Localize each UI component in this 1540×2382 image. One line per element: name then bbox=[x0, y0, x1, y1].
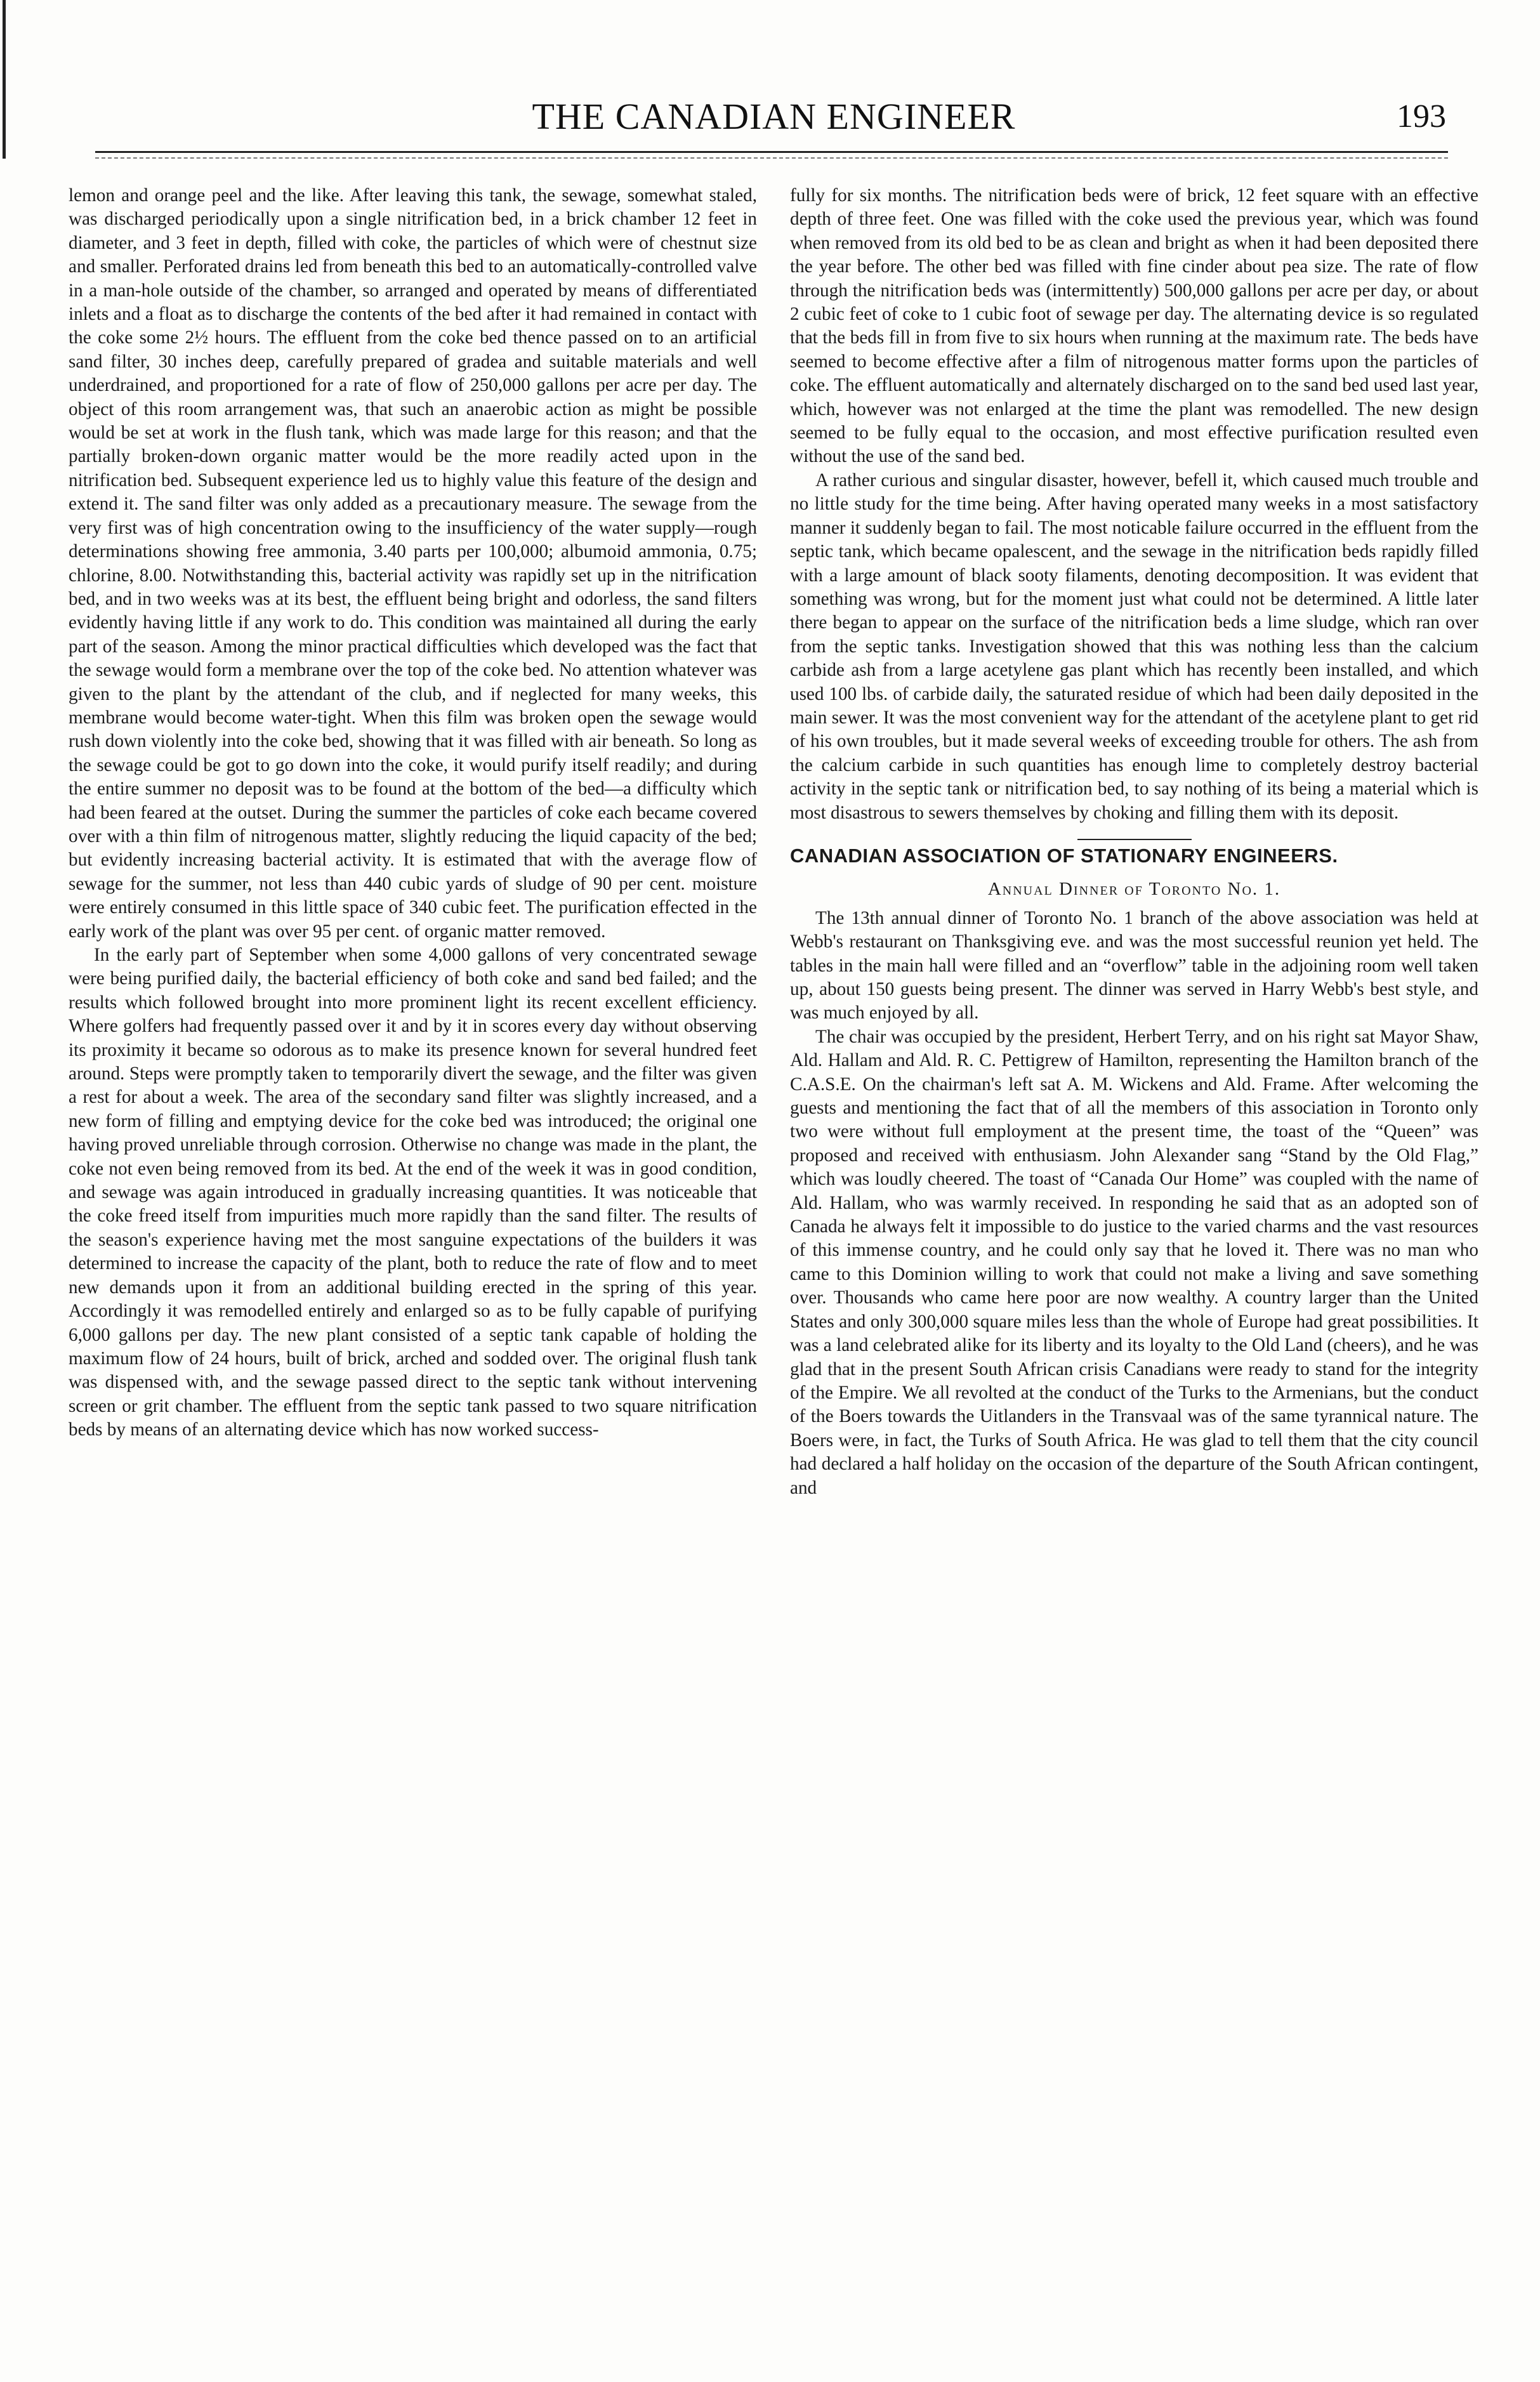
header-rule bbox=[95, 151, 1448, 153]
journal-title: THE CANADIAN ENGINEER bbox=[532, 96, 1016, 137]
section-heading: CANADIAN ASSOCIATION OF STATIONARY ENGINEERS. bbox=[790, 844, 1338, 867]
running-head bbox=[102, 95, 1446, 146]
left-paragraph-2: In the early part of September when some 4,000 gallons of very concentrated sewage were being purified daily, the bacterial efficiency of both coke and sand bed failed; and the results which followed brought into more prominent light its recent excellent efficiency. Where golfers had frequently passed over it and by it in scores every day without observing its proximity it became so odorous as to make its presence known for several hundred feet around. Steps were promptly taken to temporarily divert the sewage, and the filter was given a rest for about a week. The area of the secondary sand filter was slightly increased, and a new form of filling and emptying device for the coke bed was introduced; the original one having proved unreliable through corrosion. Otherwise no change was made in the plant, the coke not even being removed from its bed. At the end of the week it was in good condition, and sewage was again introduced in gradually increasing quantities. It was noticeable that the coke freed itself from impurities much more rapidly than the sand filter. The results of the season's experience having met the most sanguine expectations of the builders it was determined to increase the capacity of the plant, both to reduce the rate of flow and to meet new demands upon it from an additional building erected in the spring of this year. Accordingly it was remodelled entirely and enlarged so as to be fully capable of purifying 6,000 gallons per day. The new plant consisted of a septic tank capable of holding the maximum flow of 24 hours, built of brick, arched and sodded over. The original flush tank was dispensed with, and the sewage passed direct to the septic tank without intervening screen or grit chamber. The effluent from the septic tank passed to two square nitrification beds by means of an alternating device which has now worked success- bbox=[69, 945, 757, 1440]
right-paragraph-2: A rather curious and singular disaster, however, befell it, which caused much trouble and no little study for the time being. After having operated many weeks in a most satisfactory manner it suddenly began to fail. The most noticable failure occurred in the effluent from the septic tank, which became opalescent, and the sewage in the nitrification beds rapidly filled with a large amount of black sooty filaments, denoting decomposition. It was evident that something was wrong, but for the moment just what could not be determined. A little later there began to appear on the surface of the nitrification beds a lime sludge, which ran over from the septic tanks. Investigation showed that this was nothing less than the calcium carbide ash from a large acetylene gas plant which has recently been installed, and which used 100 lbs. of carbide daily, the saturated residue of which had been daily deposited in the main sewer. It was the most convenient way for the attendant of the acetylene plant to get rid of his own troubles, but it made several weeks of exceeding trouble for others. The ash from the calcium carbide in such quantities has enough lime to completely destroy bacterial activity in the septic tank or nitrification bed, to say nothing of its being a material which is most disastrous to sewers themselves by choking and filling them with its deposit. bbox=[790, 470, 1478, 823]
right-paragraph-4: The chair was occupied by the president, Herbert Terry, and on his right sat Mayor Shaw, Ald. Hallam and Ald. R. C. Pettigrew of Hamilton, representing the Hamilton branch of the C.A.S.E. On the chairman's left sat A. M. Wickens and Ald. Frame. After welcoming the guests and mentioning the fact that of all the members of this association in Toronto only two were without full employment at the present time, the toast of the “Queen” was proposed and received with enthusiasm. John Alexander sang “Stand by the Old Flag,” which was loudly cheered. The toast of “Canada Our Home” was coupled with the name of Ald. Hallam, who was warmly received. In responding he said that as an adopted son of Canada he always felt it impossible to do justice to the varied charms and the vast resources of this immense country, and he could only say that he loved it. There was no man who came to this Dominion willing to work that could not make a living and save something over. Thousands who came here poor are now wealthy. A country larger than the United States and only 300,000 square miles less than the whole of Europe had great possibilities. It was a land celebrated alike for its liberty and its loyalty to the Old Land (cheers), and he was glad that in the present South African crisis Canadians were ready to stand for the integrity of the Empire. We all revolted at the conduct of the Turks to the Armenians, but the conduct of the Boers towards the Uitlanders in the Transvaal was of the same tyrannical nature. The Boers were, in fact, the Turks of South Africa. He was glad to tell them that the city council had declared a half holiday on the occasion of the departure of the South African contingent, and bbox=[790, 1026, 1478, 1498]
right-paragraph-1: fully for six months. The nitrification beds were of brick, 12 feet square with an effective depth of three feet. One was filled with the coke used the previous year, which was found when removed from its old bed to be as clean and bright as when it had been deposited there the year before. The other bed was filled with fine cinder about pea size. The rate of flow through the nitrification beds was (intermittently) 500,000 gallons per acre per day, or about 2 cubic feet of coke to 1 cubic foot of sewage per day. The alternating device is so regulated that the beds fill in from five to six hours when running at the maximum rate. The beds have seemed to become effective after a film of nitrogenous matter forms upon the particles of coke. The effluent automatically and alternately discharged on to the sand bed used last year, which, however was not enlarged at the time the plant was remodelled. The new design seemed to be fully equal to the occasion, and most effective purification resulted even without the use of the sand bed. bbox=[790, 185, 1478, 467]
right-column bbox=[790, 184, 1478, 1500]
left-column bbox=[69, 184, 757, 1442]
right-paragraph-3: The 13th annual dinner of Toronto No. 1 branch of the above association was held at Webb's restaurant on Thanksgiving eve. and was the most successful reunion yet held. The tables in the main hall were filled and an “overflow” table in the adjoining room well taken up, about 150 guests being present. The dinner was served in Harry Webb's best style, and was much enjoyed by all. bbox=[790, 907, 1478, 1023]
page-number: 193 bbox=[1397, 98, 1446, 135]
header-rule-dashed bbox=[95, 157, 1448, 159]
section-rule bbox=[1077, 839, 1192, 840]
section-subheading: Annual Dinner of Toronto No. 1. bbox=[987, 879, 1281, 900]
scan-edge-mark bbox=[3, 0, 6, 159]
left-paragraph-1: lemon and orange peel and the like. After leaving this tank, the sewage, somewhat staled, was discharged periodically upon a single nitrification bed, in a brick chamber 12 feet in diameter, and 3 feet in depth, filled with coke, the particles of which were of chestnut size and smaller. Perforated drains led from beneath this bed to an automatically-controlled valve in a man-hole outside of the chamber, so arranged and operated by means of differentiated inlets and a float as to discharge the contents of the bed after it had remained in contact with the coke some 2½ hours. The effluent from the coke bed thence passed on to an artificial sand filter, 30 inches deep, carefully prepared of gradea and suitable materials and well underdrained, and proportioned for a rate of flow of 250,000 gallons per acre per day. The object of this room arrangement was, that such an anaerobic action as might be possible would be set at work in the flush tank, which was made large for this reason; and that the partially broken-down organic matter would be the more readily acted upon in the nitrification bed. Subsequent experience led us to highly value this feature of the design and extend it. The sand filter was only added as a precautionary measure. The sewage from the very first was of high concentration owing to the insufficiency of the water supply—rough determinations showing free ammonia, 3.40 parts per 100,000; albumoid ammonia, 0.75; chlorine, 8.00. Notwithstanding this, bacterial activity was rapidly set up in the nitrification bed, and in two weeks was at its best, the effluent being bright and odorless, the sand filters evidently having little if any work to do. This condition was maintained all during the early part of the season. Among the minor practical difficulties which developed was the fact that the sewage would form a membrane over the top of the coke bed. No attention whatever was given to the plant by the attendant of the club, and if neglected for many weeks, this membrane would become water-tight. When this film was broken open the sewage would rush down violently into the coke bed, showing that it was filled with air beneath. So long as the sewage could be got to go down into the coke, it would purify itself readily; and during the entire summer no deposit was to be found at the bottom of the bed—a difficulty which had been feared at the outset. During the summer the particles of coke each became covered over with a thin film of nitrogenous matter, slightly reducing the liquid capacity of the bed; but evidently increasing bacterial activity. It is estimated that with the average flow of sewage for the summer, not less than 440 cubic yards of sludge of 90 per cent. moisture were entirely consumed in this little space of 340 cubic feet. The purification effected in the early work of the plant was over 95 per cent. of organic matter removed. bbox=[69, 185, 757, 942]
